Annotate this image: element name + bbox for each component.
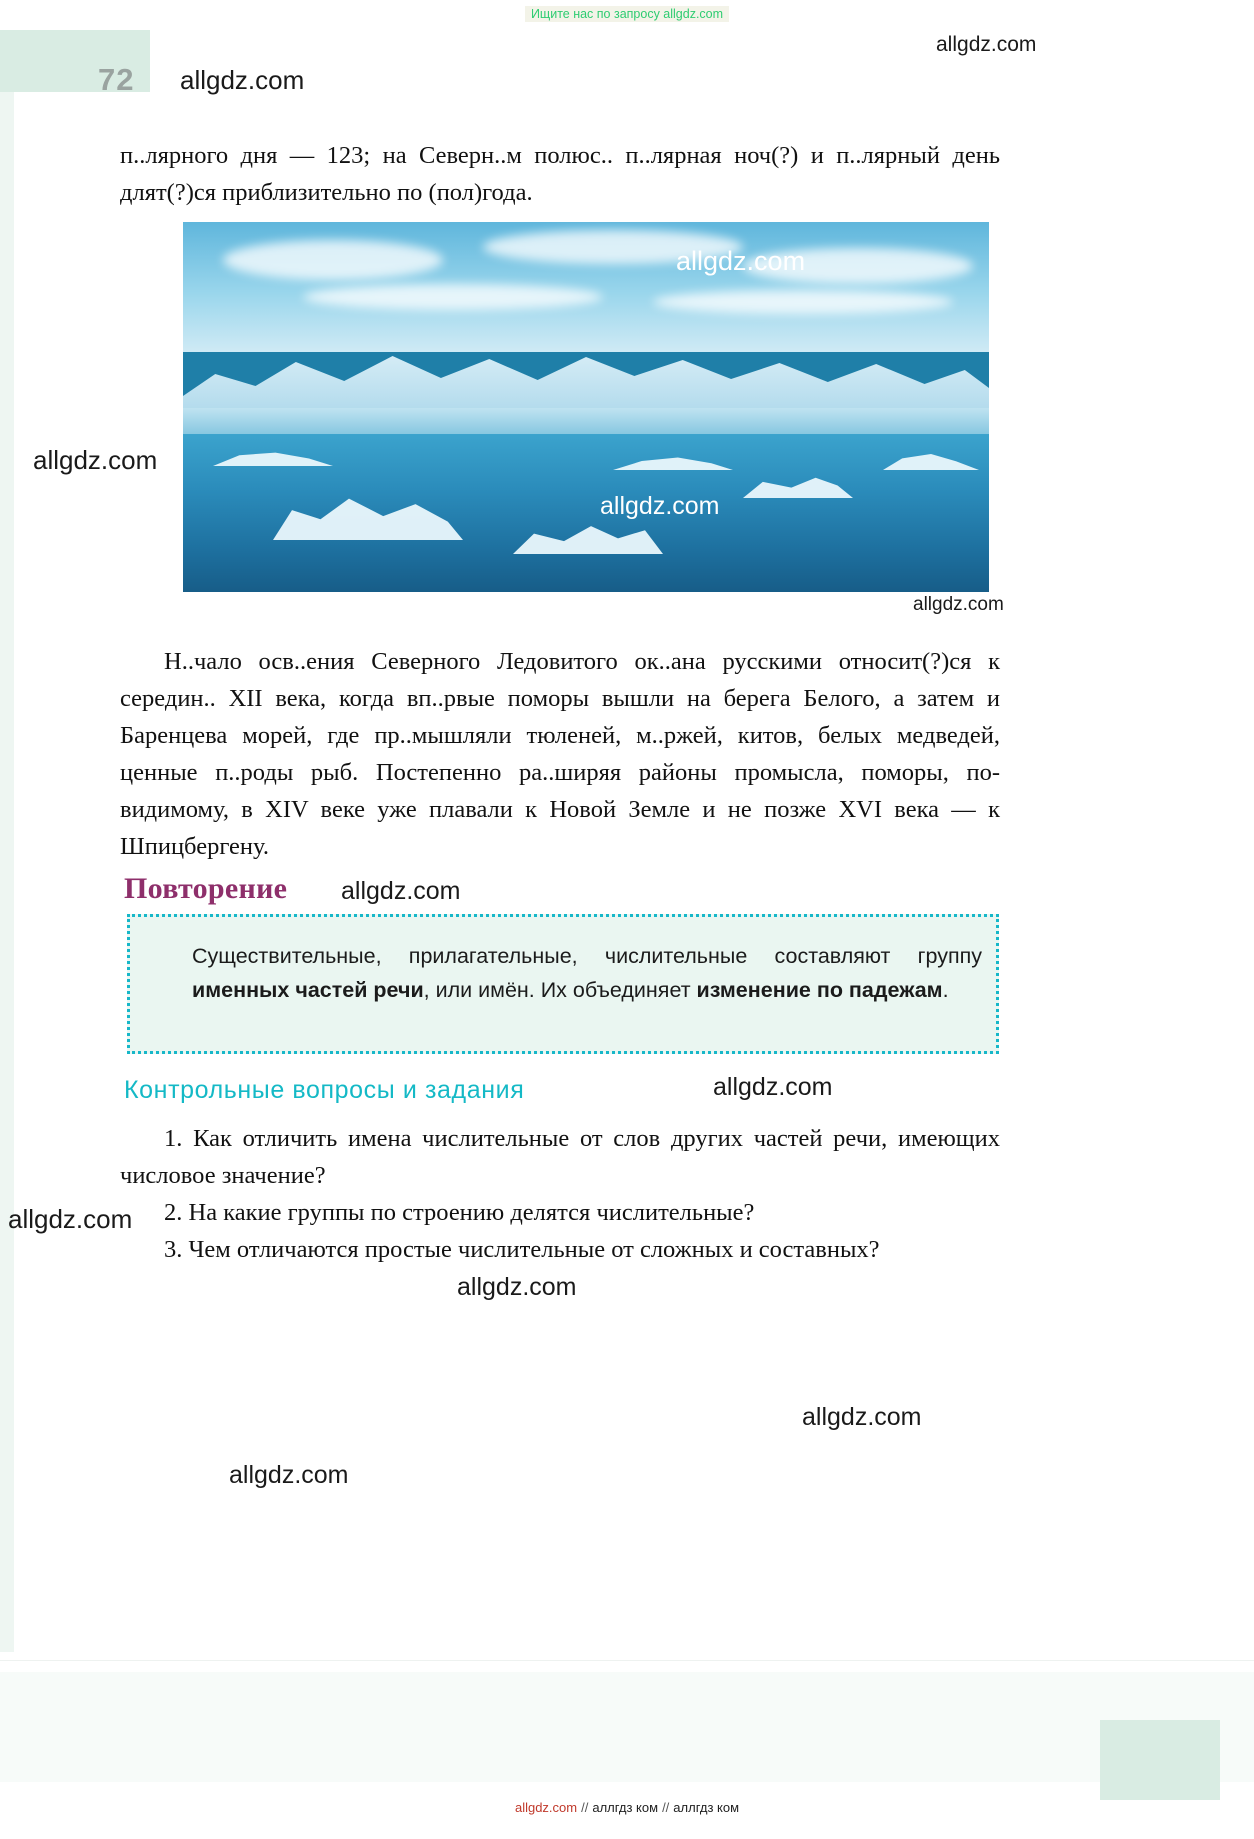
- watermark: allgdz.com: [913, 594, 1004, 615]
- rule-text-bold1: именных частей речи: [192, 978, 424, 1002]
- watermark: allgdz.com: [676, 246, 806, 276]
- question-item: 3. Чем отличаются простые числительные от сложных и составных?: [164, 1236, 880, 1263]
- decorative-bottom-strip-inner: [0, 1672, 1254, 1782]
- decorative-corner-bottom-right: [1100, 1720, 1220, 1800]
- rule-text: [192, 939, 982, 1007]
- footer-separator: //: [581, 1800, 589, 1815]
- footer-item-1: allgdz.com: [514, 1800, 578, 1815]
- questions-heading: Контрольные вопросы и задания: [124, 1076, 525, 1104]
- paragraph-top: п..лярного дня — 123; на Северн..м полюс.. п..лярная ноч(?) и п..лярный день длят(?)ся приблизительно по (пол)года.: [120, 141, 1000, 206]
- footer: [0, 1800, 1254, 1815]
- watermark: allgdz.com: [229, 1461, 349, 1489]
- watermark: allgdz.com: [341, 877, 461, 905]
- rule-text-part2: , или имён. Их объединяет: [423, 978, 697, 1002]
- question-item: 2. На какие группы по строению делятся числительные?: [164, 1199, 755, 1226]
- section-heading-repetition: Повторение: [124, 872, 288, 905]
- footer-item-3: аллгдз ком: [673, 1800, 740, 1815]
- rule-text-bold2: изменение по падежам: [696, 978, 943, 1002]
- watermark: allgdz.com: [713, 1073, 833, 1101]
- watermark: allgdz.com: [180, 65, 305, 95]
- arctic-photo: [183, 222, 989, 592]
- search-banner: [0, 0, 1254, 28]
- photo-cloud: [653, 290, 953, 314]
- page-number: 72: [98, 62, 135, 97]
- watermark: allgdz.com: [33, 445, 158, 475]
- paragraph-middle: Н..чало осв..ения Северного Ледовитого ок..ана русскими относит(?)ся к середин.. XII века, когда вп..рвые поморы вышли на берега Белого, а затем и Баренцева морей, где пр..мышляли тюленей, м..ржей, китов, белых медведей, ценные п..роды рыб. Постепенно ра..ширяя районы промысла, поморы, по-видимому, в XIV веке уже плавали к Новой Земле и не позже XVI века — к Шпицбергену.: [120, 647, 1000, 860]
- paragraph-top-block: [120, 112, 1000, 235]
- watermark: allgdz.com: [802, 1403, 922, 1431]
- watermark: allgdz.com: [8, 1204, 133, 1234]
- search-banner-text: Ищите нас по запросу allgdz.com: [525, 6, 729, 22]
- watermark: allgdz.com: [936, 33, 1037, 56]
- questions-list: [120, 1120, 1000, 1268]
- footer-item-2: аллгдз ком: [592, 1800, 659, 1815]
- photo-cloud: [223, 240, 443, 280]
- watermark: allgdz.com: [457, 1273, 577, 1301]
- watermark: allgdz.com: [600, 492, 720, 520]
- rule-box: [127, 914, 999, 1054]
- decorative-left-edge: [0, 92, 14, 1652]
- question-item: 1. Как отличить имена числительные от слов других частей речи, имеющих числовое значение?: [120, 1125, 1000, 1189]
- photo-cloud: [303, 284, 603, 310]
- footer-separator: //: [662, 1800, 670, 1815]
- rule-text-part1: Существительные, прилагательные, числительные составляют группу: [192, 944, 982, 968]
- paragraph-middle-block: [120, 618, 1000, 889]
- rule-text-part3: .: [942, 978, 949, 1002]
